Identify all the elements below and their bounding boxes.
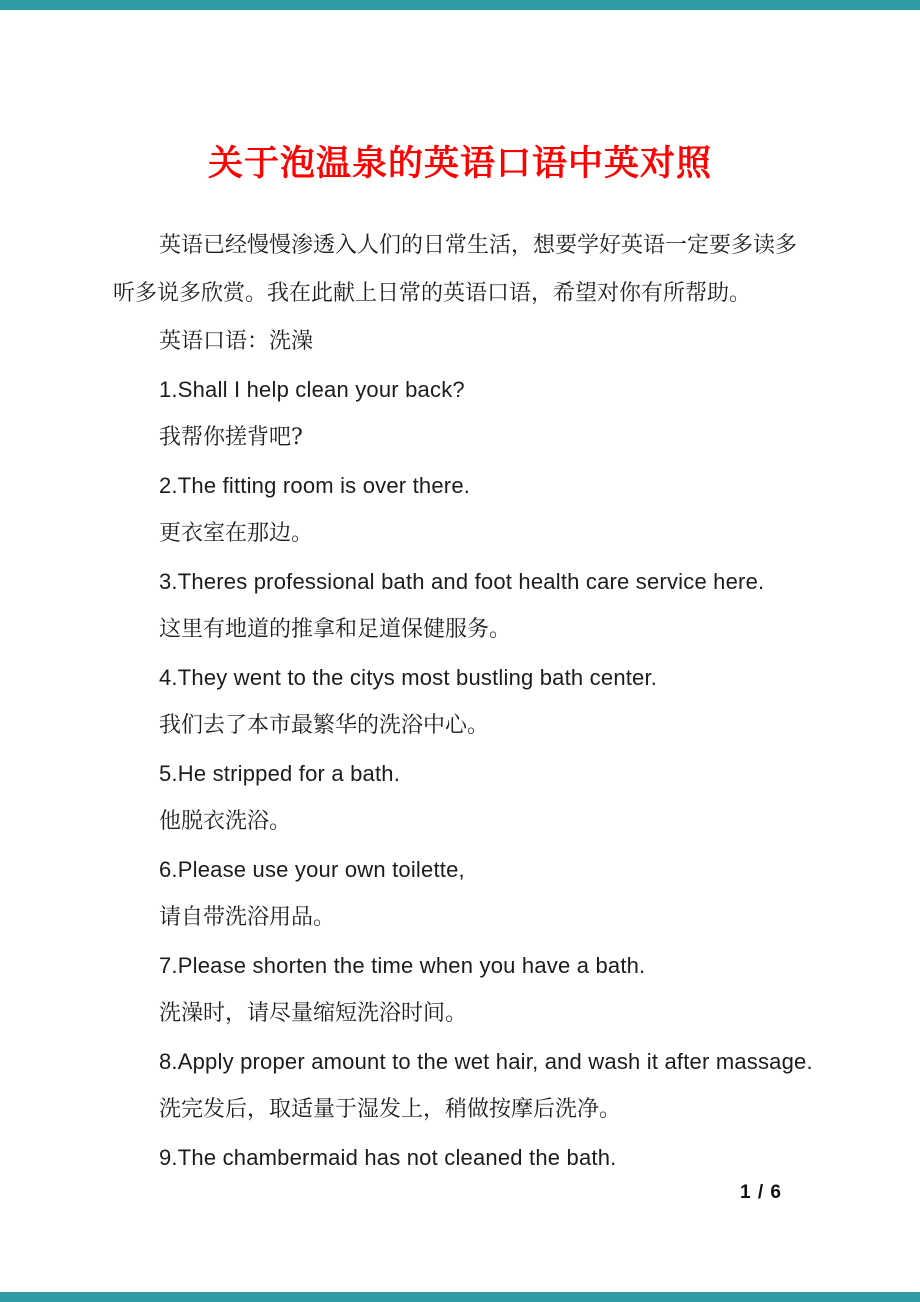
document-body bbox=[113, 222, 813, 1182]
text-line: 听多说多欣赏。我在此献上日常的英语口语，希望对你有所帮助。 bbox=[113, 281, 752, 306]
document-title: 关于泡温泉的英语口语中英对照 bbox=[207, 143, 712, 184]
text-line: 更衣室在那边。 bbox=[159, 521, 314, 546]
text-line: 2.The fitting room is over there. bbox=[159, 473, 471, 498]
text-line: 这里有地道的推拿和足道保健服务。 bbox=[159, 617, 512, 642]
text-line: 5.He stripped for a bath. bbox=[159, 761, 401, 786]
text-line: 我帮你搓背吧? bbox=[159, 425, 303, 450]
text-line: 英语口语：洗澡 bbox=[159, 329, 314, 354]
text-line: 1.Shall I help clean your back? bbox=[159, 377, 465, 402]
text-line: 英语已经慢慢渗透入人们的日常生活，想要学好英语一定要多读多 bbox=[159, 233, 798, 258]
text-line: 8.Apply proper amount to the wet hair, and wash it after massage. bbox=[159, 1049, 813, 1074]
text-line: 3.Theres professional bath and foot health care service here. bbox=[159, 569, 765, 594]
text-line: 6.Please use your own toilette, bbox=[159, 857, 465, 882]
text-line: 洗澡时，请尽量缩短洗浴时间。 bbox=[159, 1001, 468, 1026]
text-line: 9.The chambermaid has not cleaned the bath. bbox=[159, 1145, 617, 1170]
text-line: 他脱衣洗浴。 bbox=[159, 809, 292, 834]
top-accent-bar bbox=[0, 0, 920, 10]
text-line: 请自带洗浴用品。 bbox=[159, 905, 336, 930]
text-line: 7.Please shorten the time when you have a bath. bbox=[159, 953, 646, 978]
text-line: 我们去了本市最繁华的洗浴中心。 bbox=[159, 713, 490, 738]
text-line: 4.They went to the citys most bustling bath center. bbox=[159, 665, 658, 690]
bottom-accent-bar bbox=[0, 1292, 920, 1302]
text-line: 洗完发后，取适量于湿发上，稍做按摩后洗净。 bbox=[159, 1097, 622, 1122]
page-number: 1 / 6 bbox=[740, 1182, 782, 1203]
